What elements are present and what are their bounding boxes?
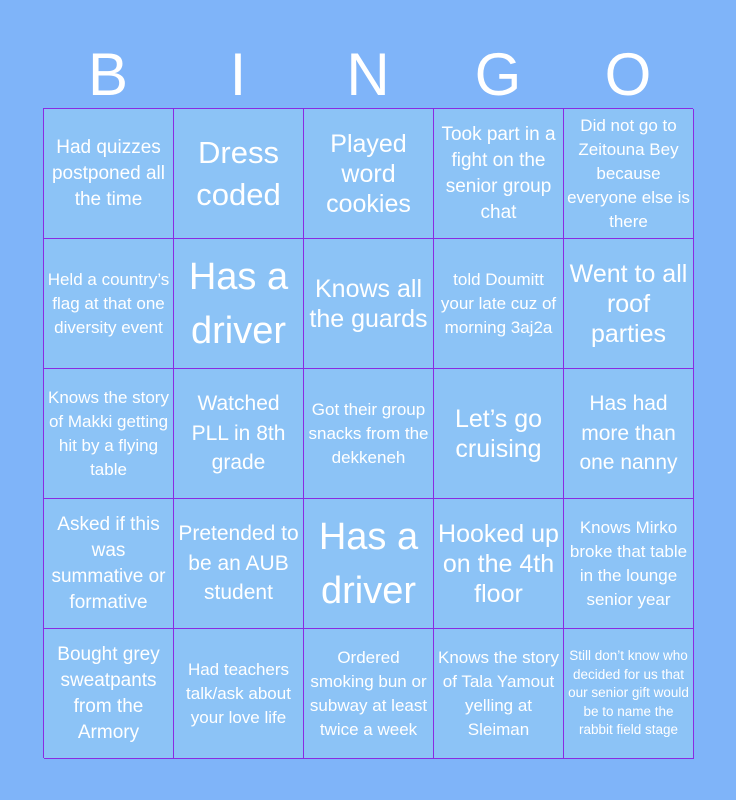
bingo-header [43,42,693,108]
cell-text: Has a driver [188,255,289,352]
bingo-cell[interactable] [434,109,564,239]
cell-text: Ordered smoking bun or subway at least twice a week [309,647,428,739]
bingo-cell[interactable] [564,499,694,629]
cell-text: Watched PLL in 8th grade [191,392,286,475]
cell-text: Went to all roof parties [569,259,688,348]
header-letter-o: O [604,41,652,108]
bingo-cell[interactable] [304,109,434,239]
cell-text: Had teachers talk/ask about your love life [186,659,291,727]
cell-text: Played word cookies [326,129,411,218]
bingo-cell[interactable] [434,499,564,629]
bingo-cell[interactable] [174,499,304,629]
bingo-board [43,108,693,758]
cell-text: Took part in a fight on the senior group chat [441,123,556,223]
bingo-cell[interactable] [44,499,174,629]
cell-text: told Doumitt your late cuz of morning 3aj2a [440,269,557,337]
cell-text: Knows the story of Makki getting hit by a flying table [48,387,169,479]
bingo-cell[interactable] [174,239,304,369]
bingo-cell[interactable] [564,369,694,499]
bingo-cell[interactable] [434,369,564,499]
bingo-cell[interactable] [44,629,174,759]
bingo-cell[interactable] [434,239,564,369]
cell-text: Has a driver [318,515,419,612]
bingo-cell[interactable] [564,239,694,369]
bingo-cell[interactable] [304,499,434,629]
cell-text: Still don’t know who decided for us that our senior gift would be to name the rabbit field stage [568,648,689,738]
header-letter-g: G [474,41,522,108]
cell-text: Hooked up on the 4th floor [438,519,559,608]
bingo-cell[interactable] [44,369,174,499]
header-letter-n: N [346,41,390,108]
bingo-cell[interactable] [44,109,174,239]
bingo-cell[interactable] [304,239,434,369]
bingo-cell[interactable] [174,629,304,759]
bingo-cell[interactable] [564,629,694,759]
cell-text: Knows the story of Tala Yamout yelling at Sleiman [438,647,559,739]
bingo-cell[interactable] [564,109,694,239]
cell-text: Got their group snacks from the dekkeneh [308,399,429,467]
bingo-cell[interactable] [304,369,434,499]
cell-text: Let’s go cruising [454,404,543,463]
header-letter-i: I [229,41,247,108]
bingo-cell[interactable] [44,239,174,369]
cell-text: Dress coded [196,134,281,212]
bingo-cell[interactable] [174,369,304,499]
cell-text: Asked if this was summative or formative [51,513,166,613]
bingo-cell[interactable] [434,629,564,759]
bingo-cell[interactable] [174,109,304,239]
cell-text: Knows Mirko broke that table in the lounge senior year [569,517,688,609]
cell-text: Knows all the guards [309,274,428,333]
header-letter-b: B [87,41,129,108]
cell-text: Held a country’s flag at that one diversity event [47,269,170,337]
cell-text: Had quizzes postponed all the time [51,136,166,210]
bingo-cell[interactable] [304,629,434,759]
cell-text: Did not go to Zeitouna Bey because everyone else is there [567,115,690,231]
cell-text: Bought grey sweatpants from the Armory [57,643,160,743]
cell-text: Has had more than one nanny [579,392,678,475]
cell-text: Pretended to be an AUB student [178,522,299,605]
